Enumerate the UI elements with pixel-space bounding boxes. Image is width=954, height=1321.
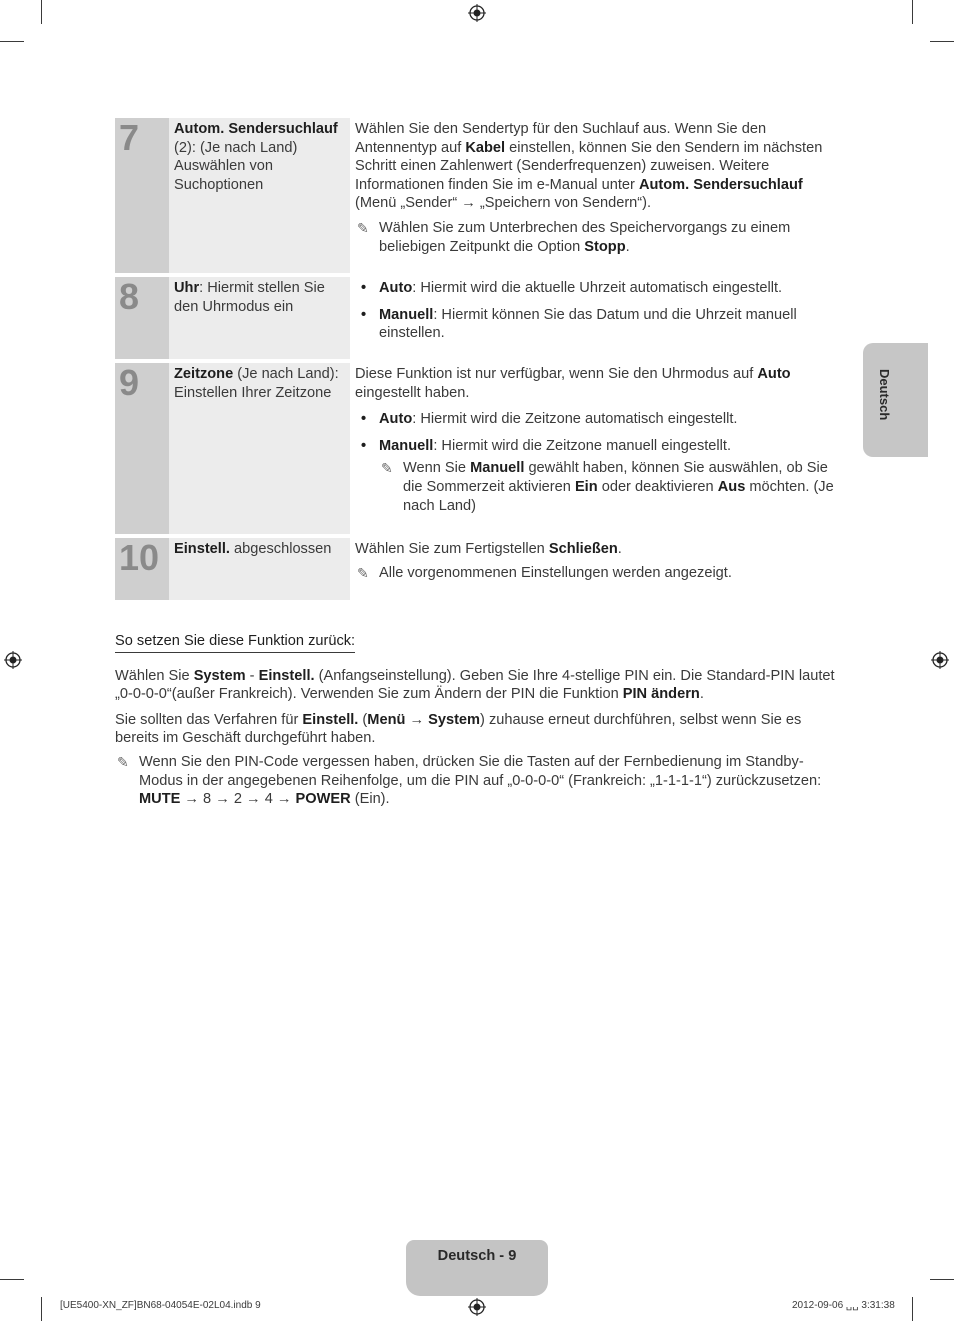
bullet-item: • Manuell: Hiermit können Sie das Datum und die Uhrzeit manuell einstellen. [361,306,797,342]
step-subnote: ✎ Wenn Sie Manuell gewählt haben, können Sie auswählen, ob Sie die Sommerzeit aktivieren Ein oder deaktivieren Aus möchten. (Je nach Land) [381,460,834,514]
reset-paragraph: Sie sollten das Verfahren für Einstell. (Menü → System) zuhause erneut durchführen, selbst wenn Sie es bereits im Geschäft durchgeführt haben. [115,711,802,747]
step-label [169,118,350,273]
bullet-item: • Auto: Hiermit wird die Zeitzone automatisch eingestellt. [361,411,738,428]
registration-mark-icon [931,651,949,669]
pencil-note-icon: ✎ [357,564,369,581]
imprint-left: [UE5400-XN_ZF]BN68-04054E-02L04.indb 9 [60,1300,261,1311]
crop-mark [0,1279,24,1280]
imprint-right: 2012-09-06 ␣␣ 3:31:38 [792,1300,895,1311]
crop-mark [0,41,24,42]
step-number: 10 [115,538,169,600]
step-note-text: Wählen Sie zum Unterbrechen des Speichervorgangs zu einem beliebigen Zeitpunkt die Option Stopp. [379,219,791,255]
step-label-text: : Hiermit stellen Sie den Uhrmodus ein [174,280,325,315]
step-label-title: Uhr [174,280,200,296]
bullet-item: • Auto: Hiermit wird die aktuelle Uhrzeit automatisch eingestellt. [361,280,783,296]
step-row [115,118,835,273]
step-label-text: abgeschlossen [229,541,332,557]
reset-note: ✎ Wenn Sie den PIN-Code vergessen haben, drücken Sie die Tasten auf der Fernbedienung im Standby-Modus in der angegebenen Reihenfolge, um die PIN auf „0-0-0-0“ (Frankreich: „1-1-1-1“) zurückzusetzen: MUTE → 8 → 2 → 4 → POWER (Ein). [117,753,822,808]
language-side-tab [863,343,928,457]
crop-mark [41,0,42,24]
pencil-note-icon: ✎ [381,460,393,477]
side-tab-label: Deutsch [877,369,892,421]
step-number: 8 [115,277,169,359]
step-number: 9 [115,363,169,534]
setup-steps-table [115,118,835,604]
step-text: Diese Funktion ist nur verfügbar, wenn Sie den Uhrmodus auf Auto eingestellt haben. [355,366,791,401]
registration-mark-icon [468,1298,486,1316]
step-description [350,118,835,273]
crop-mark [912,1297,913,1321]
step-label-text: (Je nach Land): Einstellen Ihrer Zeitzone [174,366,339,401]
step-text: Wählen Sie den Sendertyp für den Suchlauf aus. Wenn Sie den Antennentyp auf Kabel einstellen, können Sie den Sendern im nächsten Schritt einen Zahlenwert (Senderfrequenzen) zuweisen. Weitere Informationen finden Sie im e-Manual unter Autom. Sendersuchlauf (Menü „Sender“ → „Speichern von Sendern“). [355,121,823,212]
step-label [169,277,350,359]
step-bullets [355,410,835,515]
crop-mark [930,41,954,42]
crop-mark [912,0,913,24]
step-description [350,363,835,534]
pencil-note-icon: ✎ [117,753,129,770]
step-row [115,363,835,534]
reset-heading: So setzen Sie diese Funktion zurück: [115,632,355,653]
registration-mark-icon [4,651,22,669]
reset-section [115,632,835,809]
bullet-item: • Manuell: Hiermit wird die Zeitzone manuell eingestellt. ✎ Wenn Sie Manuell gewählt haben, können Sie auswählen, ob Sie die Sommerzeit aktivieren Ein oder deaktivieren Aus möchten. (Je nach Land) [361,437,834,514]
step-text: Wählen Sie zum Fertigstellen Schließen. [355,541,622,557]
registration-mark-icon [468,4,486,22]
step-note [355,219,835,256]
step-description [350,538,835,600]
step-label-text: (2): (Je nach Land) Auswählen von Suchoptionen [174,139,298,193]
crop-mark [41,1297,42,1321]
step-label-title: Zeitzone [174,366,234,382]
step-label [169,538,350,600]
step-label-title: Einstell. [174,541,230,557]
page-number-label: Deutsch - 9 [437,1248,517,1264]
step-row [115,538,835,600]
step-number: 7 [115,118,169,273]
step-bullets [355,279,835,343]
page-number-tab [406,1240,548,1296]
step-label-title: Autom. Sendersuchlauf [174,121,338,137]
step-row [115,277,835,359]
reset-paragraph: Wählen Sie System - Einstell. (Anfangseinstellung). Geben Sie Ihre 4-stellige PIN ein. Die Standard-PIN lautet „0-0-0-0“(außer Frankreich). Verwenden Sie zum Ändern der PIN die Funktion PIN ändern. [115,667,835,703]
pencil-note-icon: ✎ [357,219,369,236]
step-description [350,277,835,359]
step-label [169,363,350,534]
crop-mark [930,1279,954,1280]
step-note: ✎ Alle vorgenommenen Einstellungen werden angezeigt. [357,564,732,581]
